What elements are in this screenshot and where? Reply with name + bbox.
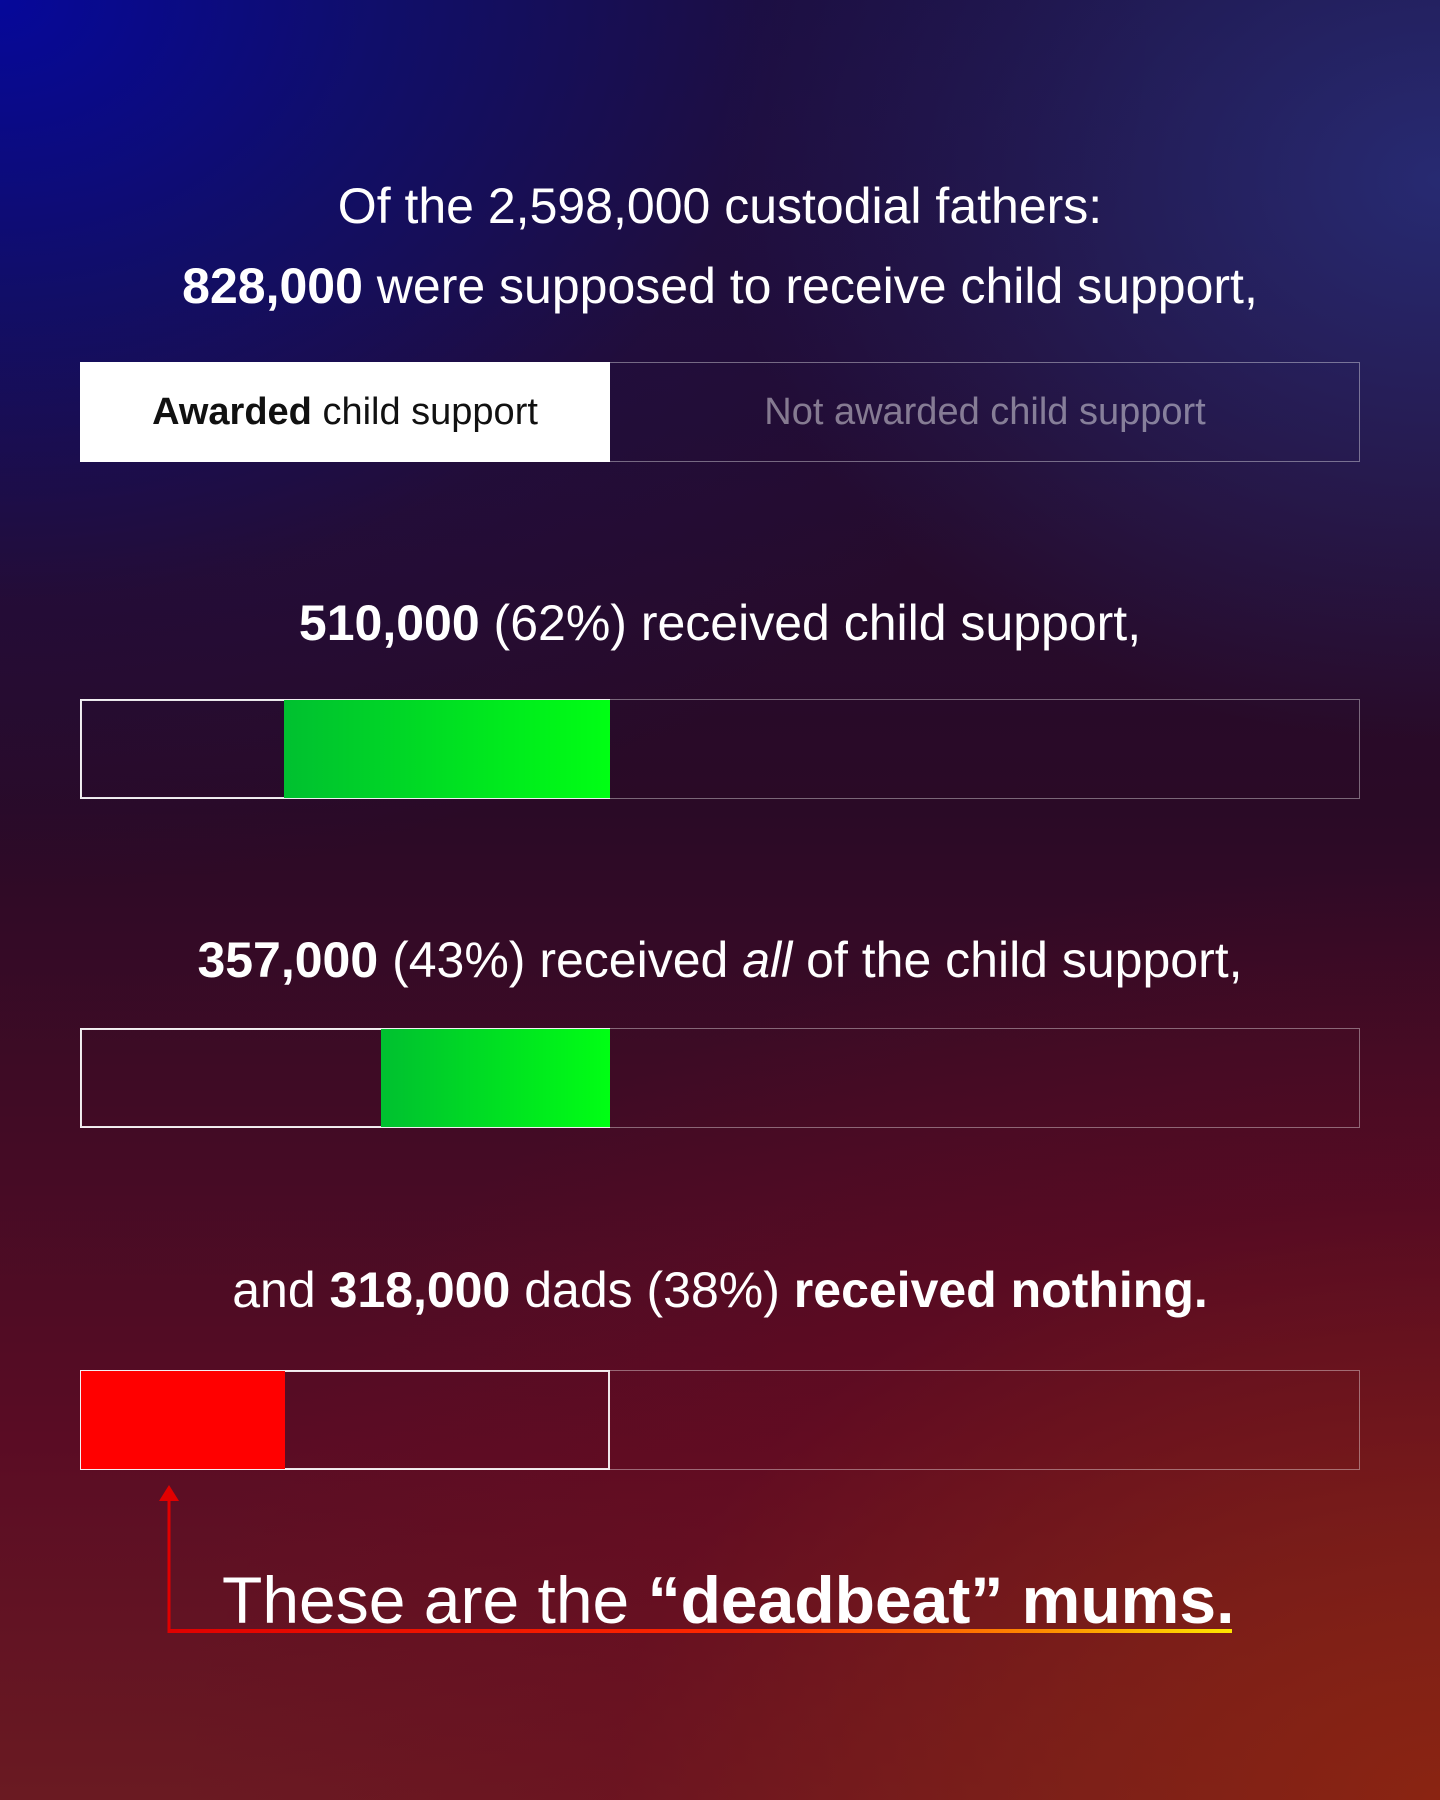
received-text: (62%) received child support, <box>479 595 1142 651</box>
received-all-text-2: of the child support, <box>792 932 1243 988</box>
received-all-text-1: (43%) received <box>378 932 743 988</box>
received-all-italic: all <box>742 932 793 988</box>
caption-pre: These are the <box>222 1563 648 1637</box>
heading-line-2-text: were supposed to receive child support, <box>362 258 1258 314</box>
caption-bold: “deadbeat” mums. <box>647 1563 1235 1637</box>
heading-line-1-text: Of the 2,598,000 custodial fathers: <box>337 178 1103 234</box>
arrowhead-icon <box>159 1485 179 1501</box>
nothing-count: 318,000 <box>329 1262 511 1318</box>
received-all-count: 357,000 <box>197 932 379 988</box>
nothing-mid: dads (38%) <box>510 1262 794 1318</box>
awarded-count: 828,000 <box>182 258 363 314</box>
caption <box>222 1560 1234 1640</box>
nothing-pre: and <box>232 1262 330 1318</box>
awarded-label-rest: child support <box>311 391 538 433</box>
nothing-emphasis: received nothing. <box>793 1262 1208 1318</box>
not-awarded-label-text: Not awarded child support <box>764 391 1206 433</box>
received-count: 510,000 <box>298 595 480 651</box>
awarded-label-bold: Awarded <box>152 391 312 433</box>
